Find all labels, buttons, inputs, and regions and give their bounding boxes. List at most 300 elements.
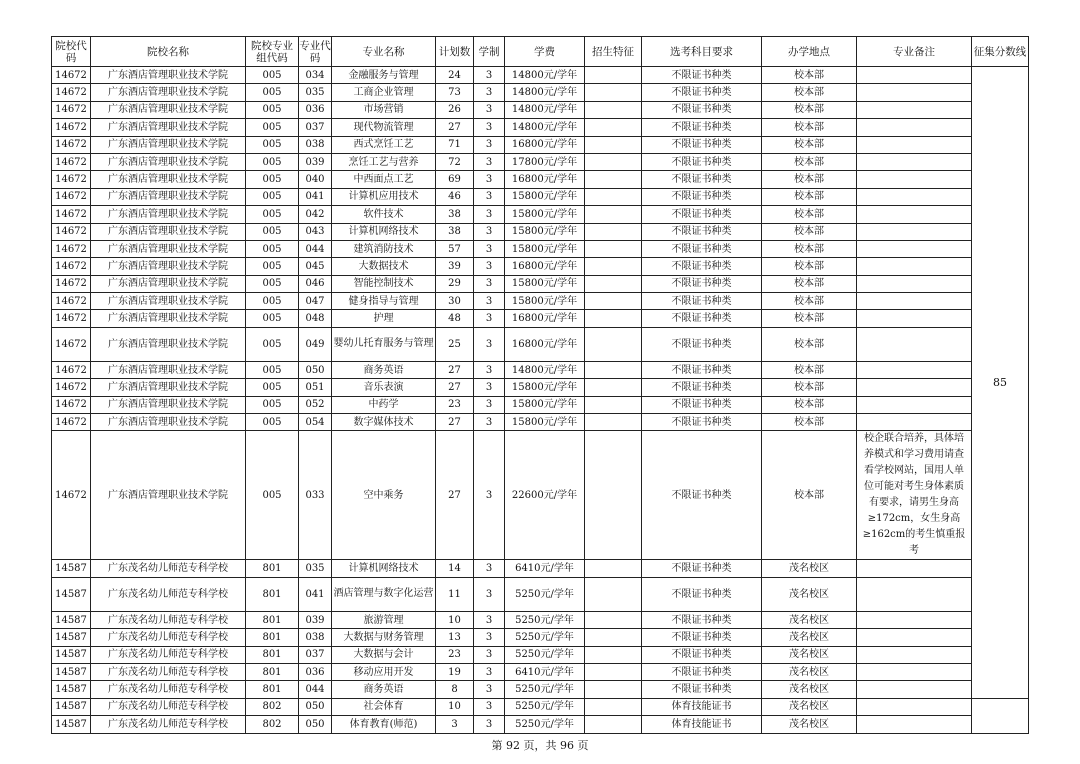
table-cell: 不限证书种类 bbox=[642, 629, 762, 646]
table-cell: 15800元/学年 bbox=[505, 240, 585, 257]
table-cell: 801 bbox=[246, 611, 299, 628]
table-cell: 14672 bbox=[52, 223, 91, 240]
table-cell bbox=[857, 663, 972, 680]
table-cell: 005 bbox=[246, 101, 299, 118]
table-cell: 033 bbox=[299, 431, 332, 560]
table-cell: 005 bbox=[246, 293, 299, 310]
table-cell: 不限证书种类 bbox=[642, 67, 762, 84]
table-cell: 校本部 bbox=[762, 431, 857, 560]
table-cell bbox=[857, 136, 972, 153]
table-row bbox=[52, 663, 1029, 680]
table-cell: 不限证书种类 bbox=[642, 396, 762, 413]
table-cell: 051 bbox=[299, 379, 332, 396]
table-cell: 72 bbox=[436, 153, 474, 170]
table-cell: 005 bbox=[246, 414, 299, 431]
table-row bbox=[52, 188, 1029, 205]
table-cell: 不限证书种类 bbox=[642, 293, 762, 310]
table-cell: 不限证书种类 bbox=[642, 206, 762, 223]
table-cell: 14672 bbox=[52, 327, 91, 361]
table-cell: 040 bbox=[299, 171, 332, 188]
table-cell: 广东酒店管理职业技术学院 bbox=[91, 379, 246, 396]
table-cell: 047 bbox=[299, 293, 332, 310]
table-cell bbox=[585, 293, 642, 310]
table-cell: 25 bbox=[436, 327, 474, 361]
table-cell: 005 bbox=[246, 240, 299, 257]
table-cell: 041 bbox=[299, 577, 332, 611]
table-row bbox=[52, 414, 1029, 431]
table-cell: 校本部 bbox=[762, 240, 857, 257]
table-cell: 30 bbox=[436, 293, 474, 310]
table-cell bbox=[857, 153, 972, 170]
table-cell: 不限证书种类 bbox=[642, 258, 762, 275]
header-cell: 院校专业组代码 bbox=[246, 37, 299, 67]
table-cell: 金融服务与管理 bbox=[332, 67, 436, 84]
table-cell: 14672 bbox=[52, 379, 91, 396]
table-cell: 大数据技术 bbox=[332, 258, 436, 275]
table-cell: 050 bbox=[299, 361, 332, 378]
table-row bbox=[52, 327, 1029, 361]
table-cell: 24 bbox=[436, 67, 474, 84]
table-cell: 005 bbox=[246, 223, 299, 240]
table-cell: 19 bbox=[436, 663, 474, 680]
table-cell: 3 bbox=[474, 698, 505, 715]
table-cell: 054 bbox=[299, 414, 332, 431]
table-cell bbox=[585, 119, 642, 136]
table-cell: 801 bbox=[246, 646, 299, 663]
table-cell: 校本部 bbox=[762, 67, 857, 84]
table-cell: 15800元/学年 bbox=[505, 396, 585, 413]
table-cell bbox=[585, 84, 642, 101]
table-cell: 14672 bbox=[52, 67, 91, 84]
table-cell bbox=[585, 136, 642, 153]
table-cell: 数字媒体技术 bbox=[332, 414, 436, 431]
table-cell: 校本部 bbox=[762, 258, 857, 275]
table-cell: 14672 bbox=[52, 361, 91, 378]
table-cell: 39 bbox=[436, 258, 474, 275]
table-cell: 14672 bbox=[52, 240, 91, 257]
table-cell: 商务英语 bbox=[332, 681, 436, 698]
table-cell bbox=[857, 119, 972, 136]
table-cell: 14587 bbox=[52, 663, 91, 680]
table-cell: 茂名校区 bbox=[762, 698, 857, 715]
table-cell: 不限证书种类 bbox=[642, 153, 762, 170]
table-cell: 039 bbox=[299, 611, 332, 628]
table-cell bbox=[857, 206, 972, 223]
table-cell: 23 bbox=[436, 646, 474, 663]
table-cell: 不限证书种类 bbox=[642, 379, 762, 396]
table-cell bbox=[585, 327, 642, 361]
table-cell bbox=[585, 560, 642, 577]
table-cell: 不限证书种类 bbox=[642, 101, 762, 118]
table-cell: 27 bbox=[436, 431, 474, 560]
table-cell: 27 bbox=[436, 119, 474, 136]
header-cell: 专业代码 bbox=[299, 37, 332, 67]
table-cell: 3 bbox=[474, 240, 505, 257]
table-cell: 不限证书种类 bbox=[642, 327, 762, 361]
table-cell: 软件技术 bbox=[332, 206, 436, 223]
table-cell: 043 bbox=[299, 223, 332, 240]
table-cell: 茂名校区 bbox=[762, 560, 857, 577]
table-cell: 037 bbox=[299, 119, 332, 136]
table-row bbox=[52, 223, 1029, 240]
table-cell: 不限证书种类 bbox=[642, 361, 762, 378]
table-cell: 14672 bbox=[52, 153, 91, 170]
table-cell bbox=[857, 84, 972, 101]
table-cell bbox=[585, 240, 642, 257]
table-cell bbox=[857, 560, 972, 577]
table-cell: 46 bbox=[436, 188, 474, 205]
header-cell: 选考科目要求 bbox=[642, 37, 762, 67]
table-row bbox=[52, 84, 1029, 101]
table-cell: 14672 bbox=[52, 171, 91, 188]
table-cell: 广东酒店管理职业技术学院 bbox=[91, 293, 246, 310]
table-cell: 27 bbox=[436, 379, 474, 396]
table-cell: 14672 bbox=[52, 119, 91, 136]
table-cell: 73 bbox=[436, 84, 474, 101]
table-cell: 14672 bbox=[52, 396, 91, 413]
table-cell: 050 bbox=[299, 716, 332, 733]
table-cell: 3 bbox=[474, 136, 505, 153]
table-cell bbox=[585, 101, 642, 118]
table-cell: 22600元/学年 bbox=[505, 431, 585, 560]
table-cell: 14672 bbox=[52, 431, 91, 560]
table-cell bbox=[585, 223, 642, 240]
table-cell bbox=[585, 646, 642, 663]
table-cell: 广东酒店管理职业技术学院 bbox=[91, 275, 246, 292]
table-cell: 046 bbox=[299, 275, 332, 292]
table-cell: 广东茂名幼儿师范专科学校 bbox=[91, 716, 246, 733]
table-cell bbox=[585, 414, 642, 431]
table-cell bbox=[585, 629, 642, 646]
table-cell: 不限证书种类 bbox=[642, 681, 762, 698]
table-cell: 5250元/学年 bbox=[505, 577, 585, 611]
table-cell: 5250元/学年 bbox=[505, 629, 585, 646]
table-cell: 3 bbox=[474, 663, 505, 680]
table-cell bbox=[585, 681, 642, 698]
header-cell: 专业名称 bbox=[332, 37, 436, 67]
table-cell: 建筑消防技术 bbox=[332, 240, 436, 257]
table-cell: 27 bbox=[436, 414, 474, 431]
table-cell bbox=[585, 258, 642, 275]
table-cell: 广东茂名幼儿师范专科学校 bbox=[91, 698, 246, 715]
table-cell: 计算机应用技术 bbox=[332, 188, 436, 205]
header-cell: 专业备注 bbox=[857, 37, 972, 67]
header-cell: 办学地点 bbox=[762, 37, 857, 67]
table-row bbox=[52, 240, 1029, 257]
table-cell: 校本部 bbox=[762, 223, 857, 240]
table-cell: 5250元/学年 bbox=[505, 681, 585, 698]
table-cell bbox=[857, 396, 972, 413]
table-cell: 广东酒店管理职业技术学院 bbox=[91, 153, 246, 170]
table-cell: 3 bbox=[474, 577, 505, 611]
table-cell: 11 bbox=[436, 577, 474, 611]
table-cell bbox=[585, 396, 642, 413]
table-cell: 802 bbox=[246, 716, 299, 733]
table-row bbox=[52, 101, 1029, 118]
table-cell: 16800元/学年 bbox=[505, 310, 585, 327]
table-cell: 茂名校区 bbox=[762, 577, 857, 611]
score-cell-empty bbox=[972, 698, 1029, 733]
table-row bbox=[52, 361, 1029, 378]
table-cell: 智能控制技术 bbox=[332, 275, 436, 292]
table-row bbox=[52, 646, 1029, 663]
table-cell: 校企联合培养，具体培养模式和学习费用请查看学校网站，国用人单位可能对考生身体素质有要求，请男生身高≥172cm，女生身高≥162cm的考生慎重报考 bbox=[857, 431, 972, 560]
table-cell: 校本部 bbox=[762, 119, 857, 136]
table-cell bbox=[585, 67, 642, 84]
table-cell: 酒店管理与数字化运营 bbox=[332, 577, 436, 611]
table-cell: 14800元/学年 bbox=[505, 361, 585, 378]
score-cell: 85 bbox=[972, 67, 1029, 699]
table-cell: 14672 bbox=[52, 84, 91, 101]
table-cell: 3 bbox=[474, 431, 505, 560]
table-cell: 034 bbox=[299, 67, 332, 84]
table-cell: 茂名校区 bbox=[762, 716, 857, 733]
table-cell: 中西面点工艺 bbox=[332, 171, 436, 188]
header-cell: 院校代码 bbox=[52, 37, 91, 67]
table-cell bbox=[857, 223, 972, 240]
table-cell: 校本部 bbox=[762, 101, 857, 118]
table-cell: 校本部 bbox=[762, 293, 857, 310]
table-cell: 校本部 bbox=[762, 153, 857, 170]
table-row bbox=[52, 67, 1029, 84]
header-cell: 征集分数线 bbox=[972, 37, 1029, 67]
table-cell bbox=[585, 206, 642, 223]
table-cell bbox=[857, 327, 972, 361]
table-cell bbox=[585, 188, 642, 205]
table-cell: 大数据与财务管理 bbox=[332, 629, 436, 646]
table-cell: 广东酒店管理职业技术学院 bbox=[91, 101, 246, 118]
table-row bbox=[52, 716, 1029, 733]
table-row bbox=[52, 153, 1029, 170]
table-cell: 不限证书种类 bbox=[642, 84, 762, 101]
table-cell: 校本部 bbox=[762, 361, 857, 378]
table-cell: 3 bbox=[474, 310, 505, 327]
table-cell: 3 bbox=[474, 560, 505, 577]
admission-table bbox=[51, 36, 1029, 734]
table-cell: 5250元/学年 bbox=[505, 698, 585, 715]
table-row bbox=[52, 577, 1029, 611]
table-cell: 校本部 bbox=[762, 396, 857, 413]
table-row bbox=[52, 293, 1029, 310]
table-cell: 801 bbox=[246, 577, 299, 611]
table-cell: 14587 bbox=[52, 698, 91, 715]
header-cell: 招生特征 bbox=[585, 37, 642, 67]
table-cell: 044 bbox=[299, 240, 332, 257]
table-cell: 茂名校区 bbox=[762, 663, 857, 680]
table-cell bbox=[857, 171, 972, 188]
table-cell: 14672 bbox=[52, 414, 91, 431]
table-cell bbox=[857, 101, 972, 118]
table-cell: 广东酒店管理职业技术学院 bbox=[91, 119, 246, 136]
table-cell: 802 bbox=[246, 698, 299, 715]
table-cell: 16800元/学年 bbox=[505, 136, 585, 153]
table-cell: 不限证书种类 bbox=[642, 240, 762, 257]
table-cell: 050 bbox=[299, 698, 332, 715]
table-cell: 5250元/学年 bbox=[505, 646, 585, 663]
table-cell: 801 bbox=[246, 629, 299, 646]
table-cell: 不限证书种类 bbox=[642, 275, 762, 292]
table-cell: 不限证书种类 bbox=[642, 171, 762, 188]
table-cell: 广东酒店管理职业技术学院 bbox=[91, 223, 246, 240]
table-cell bbox=[585, 379, 642, 396]
table-cell: 校本部 bbox=[762, 275, 857, 292]
table-cell: 体育教育(师范) bbox=[332, 716, 436, 733]
table-cell: 茂名校区 bbox=[762, 629, 857, 646]
table-cell: 15800元/学年 bbox=[505, 379, 585, 396]
table-cell: 不限证书种类 bbox=[642, 646, 762, 663]
table-cell: 现代物流管理 bbox=[332, 119, 436, 136]
table-cell: 广东酒店管理职业技术学院 bbox=[91, 67, 246, 84]
table-cell: 3 bbox=[474, 171, 505, 188]
table-cell: 广东茂名幼儿师范专科学校 bbox=[91, 577, 246, 611]
table-cell: 005 bbox=[246, 275, 299, 292]
table-cell: 移动应用开发 bbox=[332, 663, 436, 680]
table-cell: 15800元/学年 bbox=[505, 275, 585, 292]
header-cell: 院校名称 bbox=[91, 37, 246, 67]
table-cell: 14672 bbox=[52, 275, 91, 292]
table-cell: 14672 bbox=[52, 258, 91, 275]
table-cell: 广东茂名幼儿师范专科学校 bbox=[91, 629, 246, 646]
table-cell: 计算机网络技术 bbox=[332, 560, 436, 577]
table-cell: 3 bbox=[474, 258, 505, 275]
table-cell: 社会体育 bbox=[332, 698, 436, 715]
table-cell: 29 bbox=[436, 275, 474, 292]
table-row bbox=[52, 206, 1029, 223]
table-cell: 15800元/学年 bbox=[505, 188, 585, 205]
table-cell: 005 bbox=[246, 361, 299, 378]
table-cell: 不限证书种类 bbox=[642, 611, 762, 628]
table-row bbox=[52, 396, 1029, 413]
header-row bbox=[52, 37, 1029, 67]
table-row bbox=[52, 136, 1029, 153]
table-cell: 10 bbox=[436, 698, 474, 715]
table-cell: 3 bbox=[474, 629, 505, 646]
table-cell: 042 bbox=[299, 206, 332, 223]
table-cell: 045 bbox=[299, 258, 332, 275]
table-cell: 005 bbox=[246, 67, 299, 84]
table-cell: 57 bbox=[436, 240, 474, 257]
table-row bbox=[52, 611, 1029, 628]
table-cell: 广东酒店管理职业技术学院 bbox=[91, 188, 246, 205]
table-cell bbox=[585, 275, 642, 292]
table-cell: 037 bbox=[299, 646, 332, 663]
table-cell: 护理 bbox=[332, 310, 436, 327]
table-cell: 26 bbox=[436, 101, 474, 118]
table-cell: 工商企业管理 bbox=[332, 84, 436, 101]
table-cell: 005 bbox=[246, 327, 299, 361]
table-cell: 3 bbox=[474, 611, 505, 628]
table-cell bbox=[857, 67, 972, 84]
table-cell: 14 bbox=[436, 560, 474, 577]
table-cell: 005 bbox=[246, 431, 299, 560]
table-cell: 校本部 bbox=[762, 327, 857, 361]
table-cell: 38 bbox=[436, 206, 474, 223]
table-cell bbox=[857, 629, 972, 646]
table-cell: 广东酒店管理职业技术学院 bbox=[91, 258, 246, 275]
table-cell bbox=[857, 379, 972, 396]
table-cell: 广东酒店管理职业技术学院 bbox=[91, 310, 246, 327]
table-cell: 市场营销 bbox=[332, 101, 436, 118]
table-cell: 15800元/学年 bbox=[505, 414, 585, 431]
table-cell: 广东酒店管理职业技术学院 bbox=[91, 414, 246, 431]
table-cell: 不限证书种类 bbox=[642, 663, 762, 680]
table-cell: 005 bbox=[246, 153, 299, 170]
table-cell: 038 bbox=[299, 629, 332, 646]
table-cell: 广东酒店管理职业技术学院 bbox=[91, 84, 246, 101]
table-row bbox=[52, 258, 1029, 275]
table-cell: 健身指导与管理 bbox=[332, 293, 436, 310]
table-cell: 3 bbox=[474, 327, 505, 361]
table-cell: 不限证书种类 bbox=[642, 310, 762, 327]
table-cell: 10 bbox=[436, 611, 474, 628]
table-cell: 005 bbox=[246, 171, 299, 188]
table-cell: 14672 bbox=[52, 136, 91, 153]
table-cell: 中药学 bbox=[332, 396, 436, 413]
table-cell: 广东茂名幼儿师范专科学校 bbox=[91, 611, 246, 628]
table-cell bbox=[857, 414, 972, 431]
table-cell: 801 bbox=[246, 663, 299, 680]
table-cell: 校本部 bbox=[762, 171, 857, 188]
table-cell: 3 bbox=[474, 646, 505, 663]
table-cell: 801 bbox=[246, 560, 299, 577]
table-cell: 不限证书种类 bbox=[642, 223, 762, 240]
table-cell: 14587 bbox=[52, 560, 91, 577]
page-footer: 第 92 页，共 96 页 bbox=[491, 739, 589, 752]
table-cell: 5250元/学年 bbox=[505, 611, 585, 628]
table-cell: 广东酒店管理职业技术学院 bbox=[91, 206, 246, 223]
table-cell: 13 bbox=[436, 629, 474, 646]
table-cell: 3 bbox=[474, 84, 505, 101]
table-cell: 不限证书种类 bbox=[642, 431, 762, 560]
table-cell bbox=[857, 361, 972, 378]
table-cell: 005 bbox=[246, 119, 299, 136]
table-cell: 14587 bbox=[52, 716, 91, 733]
table-cell: 广东茂名幼儿师范专科学校 bbox=[91, 681, 246, 698]
table-cell: 不限证书种类 bbox=[642, 136, 762, 153]
table-cell bbox=[857, 681, 972, 698]
table-cell: 校本部 bbox=[762, 206, 857, 223]
table-cell: 3 bbox=[474, 153, 505, 170]
table-cell: 3 bbox=[436, 716, 474, 733]
table-cell: 音乐表演 bbox=[332, 379, 436, 396]
table-cell: 体育技能证书 bbox=[642, 716, 762, 733]
table-cell: 广东酒店管理职业技术学院 bbox=[91, 327, 246, 361]
table-row bbox=[52, 698, 1029, 715]
table-cell: 14672 bbox=[52, 188, 91, 205]
table-cell: 036 bbox=[299, 101, 332, 118]
table-cell: 14800元/学年 bbox=[505, 101, 585, 118]
table-cell: 14672 bbox=[52, 206, 91, 223]
table-cell: 3 bbox=[474, 361, 505, 378]
table-cell: 商务英语 bbox=[332, 361, 436, 378]
table-cell: 校本部 bbox=[762, 84, 857, 101]
header-cell: 学制 bbox=[474, 37, 505, 67]
table-cell: 039 bbox=[299, 153, 332, 170]
table-cell: 3 bbox=[474, 223, 505, 240]
table-cell: 14587 bbox=[52, 611, 91, 628]
table-cell: 3 bbox=[474, 275, 505, 292]
table-cell bbox=[857, 188, 972, 205]
table-cell: 049 bbox=[299, 327, 332, 361]
table-cell bbox=[857, 310, 972, 327]
table-cell: 8 bbox=[436, 681, 474, 698]
table-cell: 041 bbox=[299, 188, 332, 205]
table-cell: 不限证书种类 bbox=[642, 414, 762, 431]
table-row bbox=[52, 119, 1029, 136]
table-cell: 校本部 bbox=[762, 188, 857, 205]
table-cell: 3 bbox=[474, 379, 505, 396]
header-cell: 计划数 bbox=[436, 37, 474, 67]
